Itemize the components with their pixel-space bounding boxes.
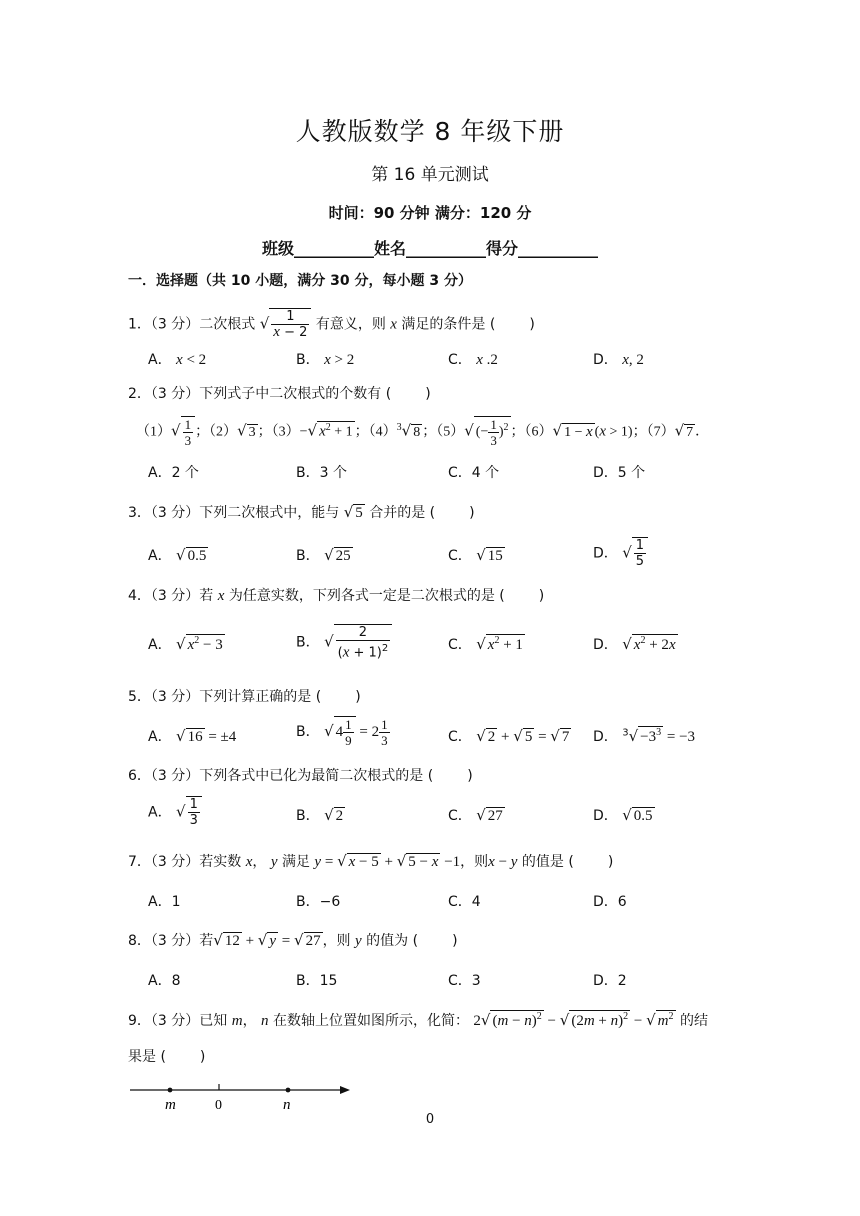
q6-option-a[interactable]: A． √ $\frac{1}{3}$	[148, 796, 202, 828]
q2-option-d[interactable]: D．5 个	[593, 465, 646, 481]
q3-option-d[interactable]: D． √ $\frac{1}{5}$	[593, 537, 648, 569]
q2-option-c[interactable]: C．4 个	[448, 465, 500, 481]
page-number: 0	[425, 1112, 435, 1127]
question-8-stem: 8．（3 分）若√ 12 + √ y = √ 27 ，则 y 的值为 ( )	[128, 931, 458, 949]
time-info: 时间：90 分钟 满分：120 分	[328, 204, 532, 222]
q5-option-c[interactable]: C． √ 2 + √ 5 = √ 7	[448, 727, 570, 745]
question-2-stem: 2．（3 分）下列式子中二次根式的个数有 ( )	[128, 386, 431, 402]
q8-option-d[interactable]: D．2	[593, 973, 627, 989]
q1-option-c[interactable]: C． x .2	[448, 352, 498, 368]
question-7-stem: 7．（3 分）若实数 x， y 满足 y = √ x − 5 + √ 5 − x −1，则x − y 的值是 ( )	[128, 852, 614, 870]
label-m: m	[165, 1097, 176, 1113]
question-5-stem: 5．（3 分）下列计算正确的是 ( )	[128, 689, 361, 705]
q8-option-b[interactable]: B．15	[296, 973, 338, 989]
name-field[interactable]: 姓名__________	[373, 239, 486, 258]
q4-option-a[interactable]: A． √ $x^2 - 3$	[148, 635, 223, 653]
label-n: n	[283, 1097, 291, 1113]
q8-option-a[interactable]: A．8	[148, 973, 181, 989]
q3-option-b[interactable]: B． √ 25	[296, 546, 351, 564]
student-info-line	[0, 236, 860, 259]
point-n	[286, 1088, 291, 1093]
number-line-diagram	[128, 1078, 358, 1114]
q7-option-a[interactable]: A．1	[148, 894, 181, 910]
q6-option-c[interactable]: C． √ 27	[448, 806, 503, 824]
q5-option-b[interactable]: B． √ 4 $\frac{1}{9}$ = 2 $\frac{1}{3}$	[296, 717, 388, 748]
q5-option-a[interactable]: A． √ 16 = ±4	[148, 727, 237, 745]
q1-option-b[interactable]: B． x > 2	[296, 352, 355, 368]
unit-subtitle: 第 16 单元测试	[371, 165, 489, 185]
question-3-stem: 3．（3 分）下列二次根式中，能与 √ 5 合并的是 ( )	[128, 503, 475, 521]
question-9-stem: 9．（3 分）已知 m， n 在数轴上位置如图所示，化简： 2√ $(m - n)^2$ − √ $(2m + n)^2$ − √ $m^2$ 的结	[128, 1011, 708, 1029]
question-6-stem: 6．（3 分）下列各式中已化为最简二次根式的是 ( )	[128, 768, 473, 784]
class-field[interactable]: 班级__________	[261, 239, 374, 258]
question-1-stem: 1．（3 分）二次根式 √ $\frac{1}{x - 2}$ 有意义，则 x 满足的条件是 ( )	[128, 309, 535, 340]
q2-expressions: （1）√ $\frac{1}{3}$ ；（2）√ 3 ；（3）−√ $x^2 + 1$ ；$(4)^3√$ 8 ；（5）√ (− $\frac{1}{3}$ )$^2$ ；（6）√ 1 − x (x > 1)；（7）√ 7 ．	[136, 417, 710, 448]
q1-option-d[interactable]: D． x, 2	[593, 352, 644, 368]
score-field[interactable]: 得分__________	[486, 239, 599, 258]
q4-option-c[interactable]: C． √ $x^2 + 1$	[448, 635, 523, 653]
label-zero: 0	[215, 1098, 222, 1113]
page-title: 人教版数学 8 年级下册	[295, 117, 565, 146]
q5-option-d[interactable]: D． $^3√ -3^3 = -3$	[593, 727, 696, 745]
question-4-stem: 4．（3 分）若 x 为任意实数，下列各式一定是二次根式的是 ( )	[128, 588, 545, 604]
q6-option-b[interactable]: B． √ 2	[296, 806, 344, 824]
q8-option-c[interactable]: C．3	[448, 973, 481, 989]
q7-option-c[interactable]: C．4	[448, 894, 481, 910]
point-m	[168, 1088, 173, 1093]
q7-option-d[interactable]: D．6	[593, 894, 627, 910]
q2-option-a[interactable]: A．2 个	[148, 465, 199, 481]
q1-option-a[interactable]: A． x < 2	[148, 352, 207, 368]
q6-option-d[interactable]: D． √ 0.5	[593, 806, 653, 824]
q4-option-d[interactable]: D． √ $x^2 + 2x$	[593, 635, 676, 653]
section-heading: 一．选择题（共 10 小题，满分 30 分，每小题 3 分）	[128, 273, 472, 289]
q2-option-b[interactable]: B．3 个	[296, 465, 347, 481]
q3-option-c[interactable]: C． √ 15	[448, 546, 503, 564]
q3-option-a[interactable]: A． √ 0.5	[148, 546, 207, 564]
q4-option-b[interactable]: B． √ $\frac{2}{(x + 1)^2}$	[296, 624, 392, 660]
q7-option-b[interactable]: B．−6	[296, 894, 341, 910]
arrow-icon	[340, 1086, 350, 1094]
question-9-stem-line2: 果是 ( )	[128, 1049, 206, 1065]
